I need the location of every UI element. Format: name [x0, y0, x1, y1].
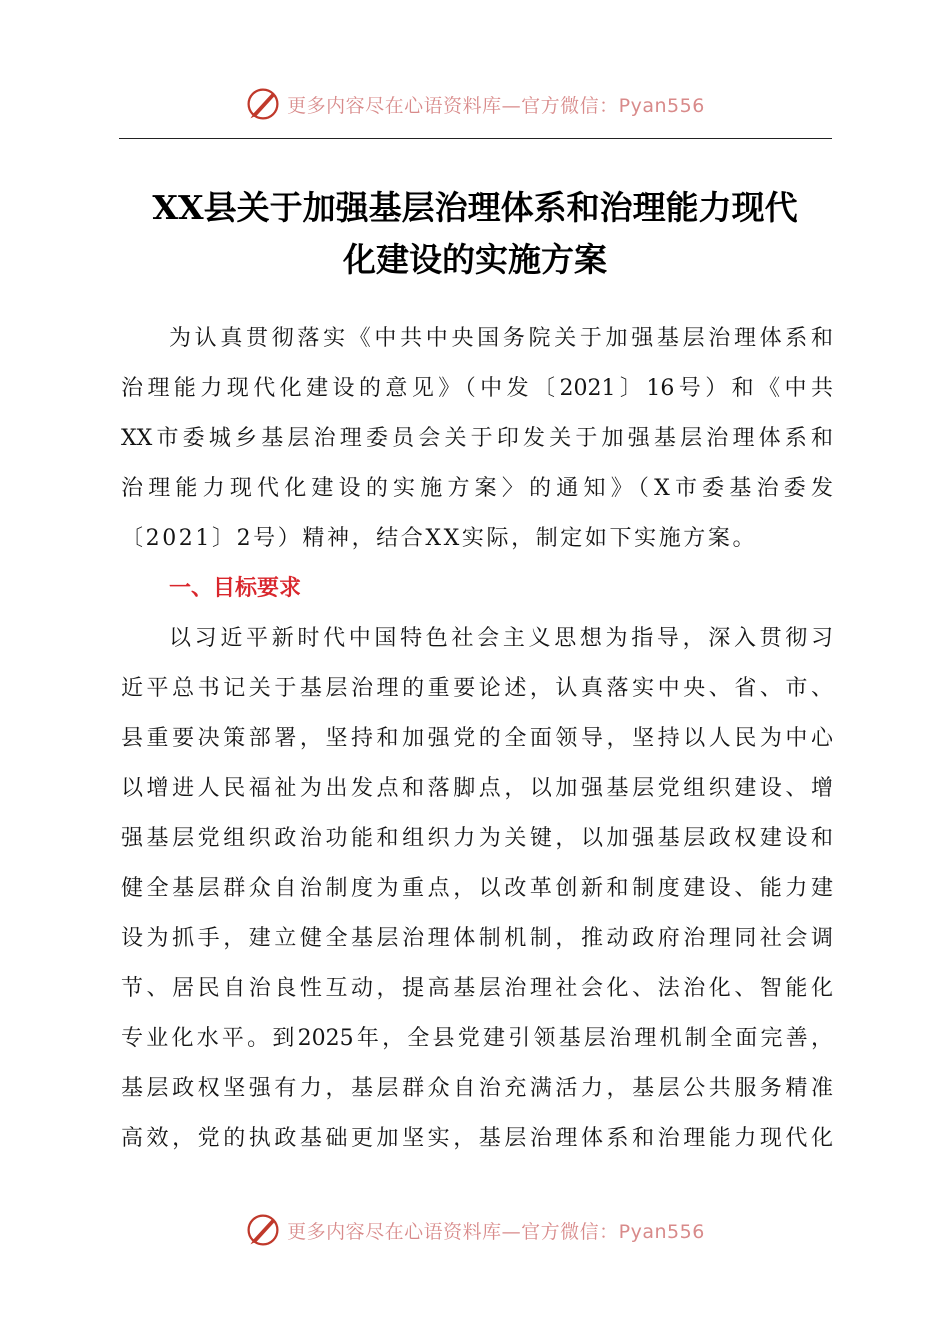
- quill-pen-circle-icon: [245, 86, 281, 122]
- title-line-1: XX县关于加强基层治理体系和治理能力现代: [152, 188, 798, 227]
- quill-pen-circle-icon: [245, 1212, 281, 1248]
- paragraph-2-line: 节、居民自治良性互动，提高基层治理社会化、法治化、智能化: [121, 976, 833, 1001]
- paragraph-1-line: 治理能力现代化建设的意见》（中发〔2021〕16号）和《中共: [121, 376, 833, 401]
- paragraph-2-line: 设为抓手，建立健全基层治理体制机制，推动政府治理同社会调: [121, 926, 833, 951]
- header-banner: [0, 82, 950, 126]
- paragraph-2-line: 近平总书记关于基层治理的重要论述，认真落实中央、省、市、: [121, 676, 833, 701]
- banner-wechat-id: Pyan556: [618, 94, 705, 117]
- paragraph-2-line: 以习近平新时代中国特色社会主义思想为指导，深入贯彻习: [169, 626, 833, 651]
- section-heading-goals: 一、目标要求: [169, 576, 302, 601]
- paragraph-2-line: 以增进人民福祉为出发点和落脚点，以加强基层党组织建设、增: [121, 776, 833, 801]
- document-body: [121, 314, 833, 1164]
- banner-slogan: 更多内容尽在心语资料库—官方微信：: [287, 1220, 619, 1243]
- document-title: [100, 182, 850, 286]
- paragraph-2-line: 县重要决策部署，坚持和加强党的全面领导，坚持以人民为中心: [121, 726, 833, 751]
- footer-banner: [0, 1208, 950, 1252]
- paragraph-1-line: 〔2021〕2号）精神，结合XX实际，制定如下实施方案。: [121, 526, 758, 551]
- paragraph-2-line: 基层政权坚强有力，基层群众自治充满活力，基层公共服务精准: [121, 1076, 833, 1101]
- title-line-2: 化建设的实施方案: [343, 240, 607, 279]
- header-divider: [119, 138, 832, 139]
- banner-text: [287, 1217, 705, 1244]
- paragraph-2-line: 高效，党的执政基础更加坚实，基层治理体系和治理能力现代化: [121, 1126, 833, 1151]
- paragraph-2-line: 健全基层群众自治制度为重点，以改革创新和制度建设、能力建: [121, 876, 833, 901]
- paragraph-1-line: 治理能力现代化建设的实施方案〉的通知》（X市委基治委发: [121, 476, 833, 501]
- paragraph-1-line: XX市委城乡基层治理委员会关于印发关于加强基层治理体系和: [121, 426, 833, 451]
- banner-slogan: 更多内容尽在心语资料库—官方微信：: [287, 94, 619, 117]
- paragraph-1-line: 为认真贯彻落实《中共中央国务院关于加强基层治理体系和: [169, 326, 833, 351]
- paragraph-2-line: 强基层党组织政治功能和组织力为关键，以加强基层政权建设和: [121, 826, 833, 851]
- paragraph-2-line: 专业化水平。到2025年，全县党建引领基层治理机制全面完善，: [121, 1026, 833, 1051]
- banner-wechat-id: Pyan556: [618, 1220, 705, 1243]
- banner-text: [287, 91, 705, 118]
